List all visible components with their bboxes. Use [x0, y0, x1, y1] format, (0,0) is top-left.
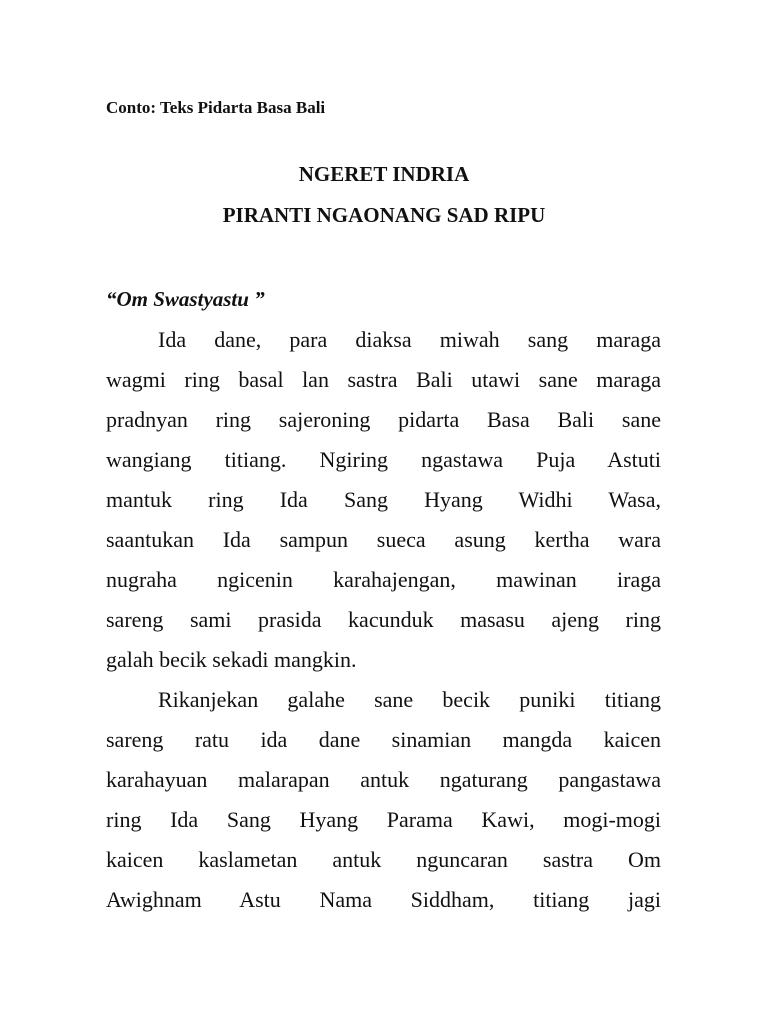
- paragraph-line: saantukan Ida sampun sueca asung kertha wara: [106, 527, 661, 552]
- paragraph-line: pradnyan ring sajeroning pidarta Basa Bali sane: [106, 407, 661, 432]
- title-line-1: NGERET INDRIA: [298, 162, 470, 186]
- paragraph-line: Ida dane, para diaksa miwah sang maraga: [158, 327, 661, 352]
- paragraph-line: wagmi ring basal lan sastra Bali utawi sane maraga: [106, 367, 661, 392]
- paragraph-line: sareng sami prasida kacunduk masasu ajeng ring: [106, 607, 661, 632]
- paragraph-line: wangiang titiang. Ngiring ngastawa Puja Astuti: [106, 447, 661, 472]
- paragraph-line: galah becik sekadi mangkin.: [106, 647, 357, 672]
- paragraph-line: Awighnam Astu Nama Siddham, titiang jagi: [106, 887, 661, 912]
- paragraph-line: kaicen kaslametan antuk nguncaran sastra Om: [106, 847, 661, 872]
- document-body: [106, 324, 661, 924]
- paragraph-line: karahayuan malarapan antuk ngaturang pangastawa: [106, 767, 661, 792]
- paragraph-line: Rikanjekan galahe sane becik puniki titiang: [158, 687, 661, 712]
- paragraph-line: ring Ida Sang Hyang Parama Kawi, mogi-mogi: [106, 807, 661, 832]
- title-line-2: PIRANTI NGAONANG SAD RIPU: [222, 203, 546, 227]
- paragraph-line: mantuk ring Ida Sang Hyang Widhi Wasa,: [106, 487, 661, 512]
- greeting: “Om Swastyastu ”: [106, 287, 265, 311]
- paragraph-line: sareng ratu ida dane sinamian mangda kaicen: [106, 727, 661, 752]
- document-caption: Conto: Teks Pidarta Basa Bali: [106, 98, 326, 117]
- paragraph-line: nugraha ngicenin karahajengan, mawinan iraga: [106, 567, 661, 592]
